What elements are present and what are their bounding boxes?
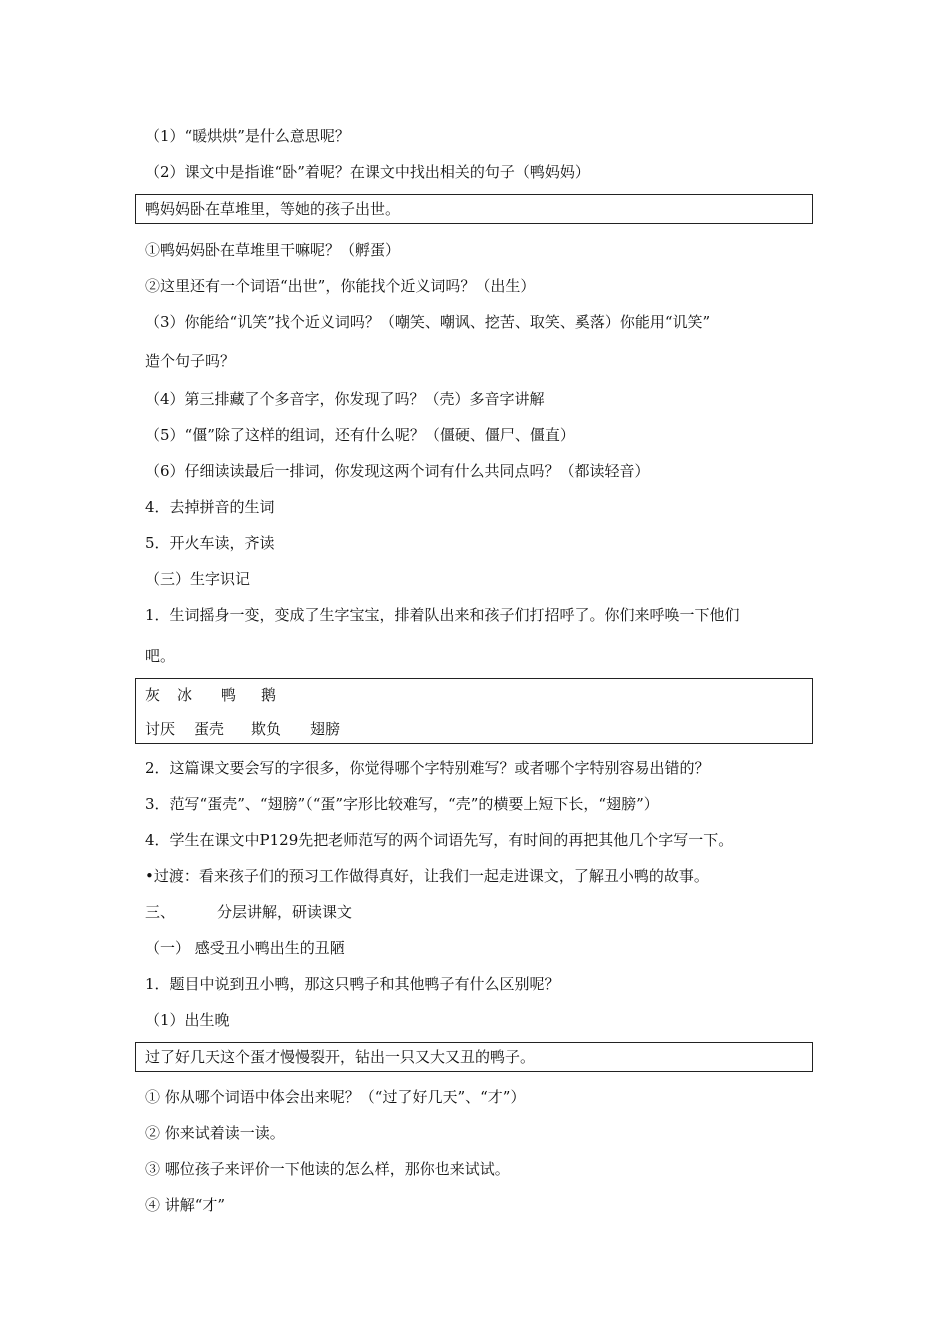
char-item: 鸭	[221, 686, 237, 704]
question-5: （5）“僵”除了这样的组词，还有什么呢？（僵硬、僵尸、僵直）	[145, 426, 575, 444]
section-heading-3: （三）生字识记	[145, 570, 251, 588]
point-1: （1）出生晚	[145, 1011, 230, 1029]
subsection-heading-1: （一） 感受丑小鸭出生的丑陋	[145, 939, 345, 957]
step-1: 1．生词摇身一变，变成了生字宝宝，排着队出来和孩子们打招呼了。你们来呼唤一下他们	[145, 606, 740, 624]
section-number: 三、	[145, 903, 176, 921]
sub-point-4: ④ 讲解“才”	[145, 1196, 226, 1214]
character-row-1	[145, 685, 276, 705]
step-2: 2．这篇课文要会写的字很多，你觉得哪个字特别难写？或者哪个字特别容易出错的？	[145, 759, 710, 777]
sub-question-2: ②这里还有一个词语“出世”，你能找个近义词吗？（出生）	[145, 277, 536, 295]
quote-text: 过了好几天这个蛋才慢慢裂开，钻出一只又大又丑的鸭子。	[145, 1048, 536, 1066]
char-item: 鹅	[261, 686, 277, 704]
sub-question-1: ①鸭妈妈卧在草堆里干嘛呢？（孵蛋）	[145, 241, 401, 259]
step-5: 5．开火车读，齐读	[145, 534, 275, 552]
quote-box-2	[135, 1042, 813, 1072]
question-2: （2）课文中是指谁“卧”着呢？在课文中找出相关的句子（鸭妈妈）	[145, 163, 590, 181]
step-4b: 4．学生在课文中P129先把老师范写的两个词语先写，有时间的再把其他几个字写一下。	[145, 831, 734, 849]
quote-box-1	[135, 194, 813, 224]
char-item: 冰	[177, 686, 193, 704]
sub-point-1: ① 你从哪个词语中体会出来呢？（“过了好几天”、“才”）	[145, 1088, 526, 1106]
word-item: 讨厌	[145, 720, 176, 738]
step-1-question: 1．题目中说到丑小鸭，那这只鸭子和其他鸭子有什么区别呢？	[145, 975, 560, 993]
sub-point-2: ② 你来试着读一读。	[145, 1124, 285, 1142]
quote-text: 鸭妈妈卧在草堆里，等她的孩子出世。	[145, 200, 401, 218]
question-1: （1）“暖烘烘”是什么意思呢？	[145, 127, 350, 145]
transition: •过渡：看来孩子们的预习工作做得真好，让我们一起走进课文，了解丑小鸭的故事。	[145, 867, 709, 885]
word-item: 蛋壳	[194, 720, 225, 738]
question-3-cont: 造个句子吗？	[145, 352, 236, 370]
step-1-cont: 吧。	[145, 647, 176, 665]
question-6: （6）仔细读读最后一排词，你发现这两个词有什么共同点吗？（都读轻音）	[145, 462, 650, 480]
word-item: 欺负	[251, 720, 282, 738]
character-row-2	[145, 719, 340, 739]
section-heading-part3	[145, 902, 820, 922]
word-item: 翅膀	[310, 720, 341, 738]
question-4: （4）第三排藏了个多音字，你发现了吗？（壳）多音字讲解	[145, 390, 545, 408]
section-title: 分层讲解，研读课文	[217, 903, 353, 921]
character-box	[135, 678, 813, 744]
sub-point-3: ③ 哪位孩子来评价一下他读的怎么样，那你也来试试。	[145, 1160, 510, 1178]
step-4: 4．去掉拼音的生词	[145, 498, 275, 516]
char-item: 灰	[145, 686, 161, 704]
question-3: （3）你能给“讥笑”找个近义词吗？（嘲笑、嘲讽、挖苦、取笑、奚落）你能用“讥笑”	[145, 313, 711, 331]
step-3: 3．范写“蛋壳”、“翅膀”（“蛋”字形比较难写，“壳”的横要上短下长，“翅膀”）	[145, 795, 659, 813]
